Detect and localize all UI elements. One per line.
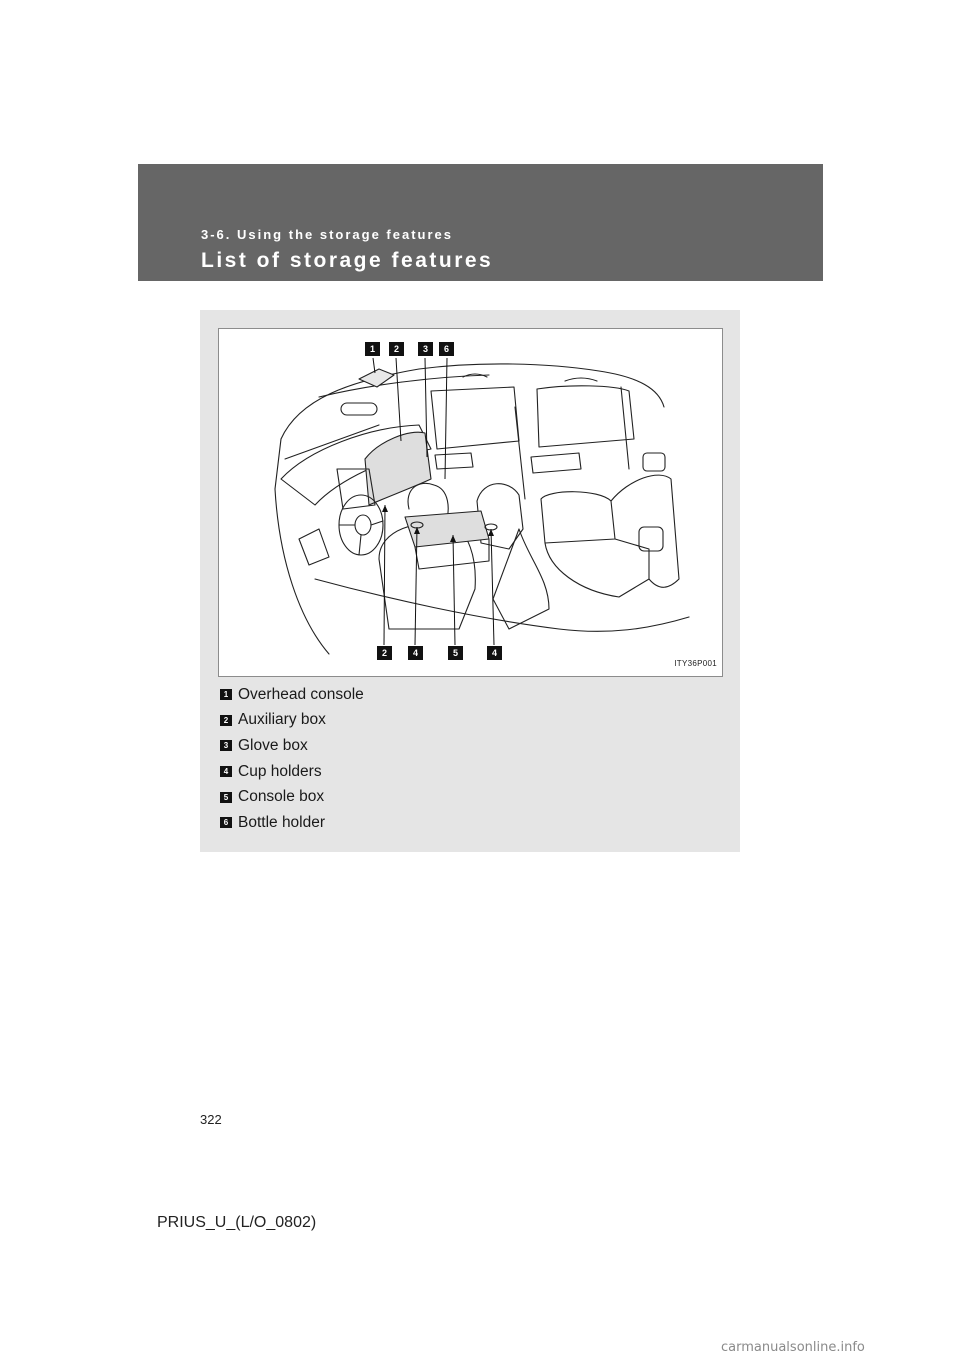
legend-label: Bottle holder bbox=[238, 813, 326, 831]
legend-label: Auxiliary box bbox=[238, 711, 326, 729]
legend-label: Console box bbox=[238, 788, 325, 806]
legend-label: Glove box bbox=[238, 736, 308, 754]
legend-item bbox=[220, 682, 364, 708]
callout-bottom-5: 5 bbox=[448, 646, 463, 660]
legend-label: Cup holders bbox=[238, 762, 322, 780]
legend-number-badge: 6 bbox=[220, 817, 232, 828]
watermark: carmanualsonline.info bbox=[721, 1340, 865, 1355]
legend-item bbox=[220, 708, 364, 734]
legend-item bbox=[220, 784, 364, 810]
legend-number-badge: 2 bbox=[220, 715, 232, 726]
section-label: 3-6. Using the storage features bbox=[201, 227, 453, 242]
callout-top-2: 2 bbox=[389, 342, 404, 356]
car-interior-illustration bbox=[218, 328, 723, 677]
page-number: 322 bbox=[200, 1112, 222, 1127]
page-title: List of storage features bbox=[201, 249, 494, 272]
legend-number-badge: 1 bbox=[220, 689, 232, 700]
legend-number-badge: 3 bbox=[220, 740, 232, 751]
legend-item bbox=[220, 759, 364, 785]
callout-top-1: 1 bbox=[365, 342, 380, 356]
car-interior-drawing bbox=[219, 329, 723, 677]
legend-label: Overhead console bbox=[238, 685, 364, 703]
footer-document-code: PRIUS_U_(L/O_0802) bbox=[157, 1214, 317, 1231]
figure-code: ITY36P001 bbox=[674, 659, 717, 668]
callout-top-6: 6 bbox=[439, 342, 454, 356]
legend-list bbox=[220, 682, 364, 836]
callout-top-3: 3 bbox=[418, 342, 433, 356]
legend-item bbox=[220, 810, 364, 836]
callout-bottom-2: 2 bbox=[377, 646, 392, 660]
legend-number-badge: 5 bbox=[220, 792, 232, 803]
callout-bottom-4: 4 bbox=[408, 646, 423, 660]
legend-item bbox=[220, 733, 364, 759]
callout-bottom-4b: 4 bbox=[487, 646, 502, 660]
legend-number-badge: 4 bbox=[220, 766, 232, 777]
